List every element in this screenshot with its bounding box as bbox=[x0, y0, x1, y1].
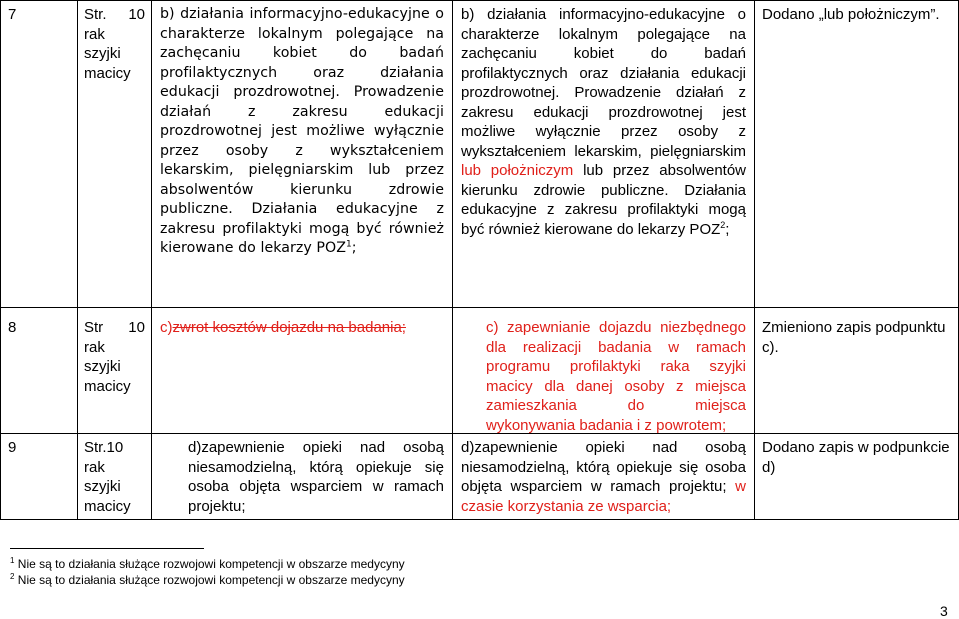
page-number: 3 bbox=[940, 603, 948, 619]
new-text: c) zapewnianie dojazdu niezbędnego dla realizacji badania w ramach programu profilaktyki raka szyjki macicy dla danej osoby z miejsca zamieszkania do miejsca wykonywania badania i z powrotem; bbox=[486, 319, 746, 434]
change-comment: Dodano zapis w podpunkcie d) bbox=[762, 439, 950, 476]
new-text: d)zapewnienie opieki nad osobą niesamodzielną, którą opiekuje się osoba objęta wsparciem w ramach projektu; w czasie korzystania ze wsparcia; bbox=[461, 439, 747, 515]
old-text: c)zwrot kosztów dojazdu na badania; bbox=[160, 319, 406, 336]
row-number: 7 bbox=[8, 6, 17, 23]
footnote: $^2$ Nie są to działania służące rozwojowi kompetencji w obszarze medycyny bbox=[10, 572, 405, 587]
old-text: d)zapewnienie opieki nad osobą niesamodzielną, którą opiekuje się osoba objęta wsparciem w ramach projektu; bbox=[188, 439, 444, 515]
new-text: b) działania informacyjno-edukacyjne o charakterze lokalnym polegające na zachęcaniu kobiet do badań profilaktycznych oraz działania edukacji prozdrowotnej. Prowadzenie działań z zakresu edukacji prozdrowotnej jest możliwe wyłącznie przez osoby z wykształceniem lekarskim, pielęgniarskim lub położniczym lub przez absolwentów kierunku zdrowie publiczne. Działania edukacyjne z zakresu profilaktyki mogą być również kierowane do lekarzy POZ$^2$; bbox=[461, 6, 747, 238]
row-reference: Str.10 rak szyjki macicy bbox=[84, 439, 131, 515]
change-comment: Zmieniono zapis podpunktu c). bbox=[762, 319, 946, 356]
added-text: w czasie korzystania ze wsparcia; bbox=[461, 478, 747, 515]
deleted-text: zwrot kosztów dojazdu na badania; bbox=[172, 319, 406, 336]
footnote-separator bbox=[10, 548, 204, 549]
row-reference: Str 10 rak szyjki macicy bbox=[84, 319, 145, 395]
change-comment: Dodano „lub położniczym”. bbox=[762, 6, 940, 23]
row-number: 9 bbox=[8, 439, 17, 456]
row-reference: Str. 10 rak szyjki macicy bbox=[84, 6, 145, 82]
old-text: b) działania informacyjno-edukacyjne o charakterze lokalnym polegające na zachęcaniu kobiet do badań profilaktycznych oraz działania edukacji prozdrowotnej. Prowadzenie działań z zakresu edukacji prozdrowotnej jest możliwe wyłącznie przez osoby z wykształceniem lekarskim, pielęgniarskim lub przez absolwentów kierunku zdrowie publiczne. Działania edukacyjne z zakresu profilaktyki mogą być również kierowane do lekarzy POZ$^1$; bbox=[160, 6, 444, 256]
added-text: lub położniczym bbox=[461, 162, 574, 179]
footnote: $^1$ Nie są to działania służące rozwojowi kompetencji w obszarze medycyny bbox=[10, 556, 405, 571]
row-number: 8 bbox=[8, 319, 17, 336]
